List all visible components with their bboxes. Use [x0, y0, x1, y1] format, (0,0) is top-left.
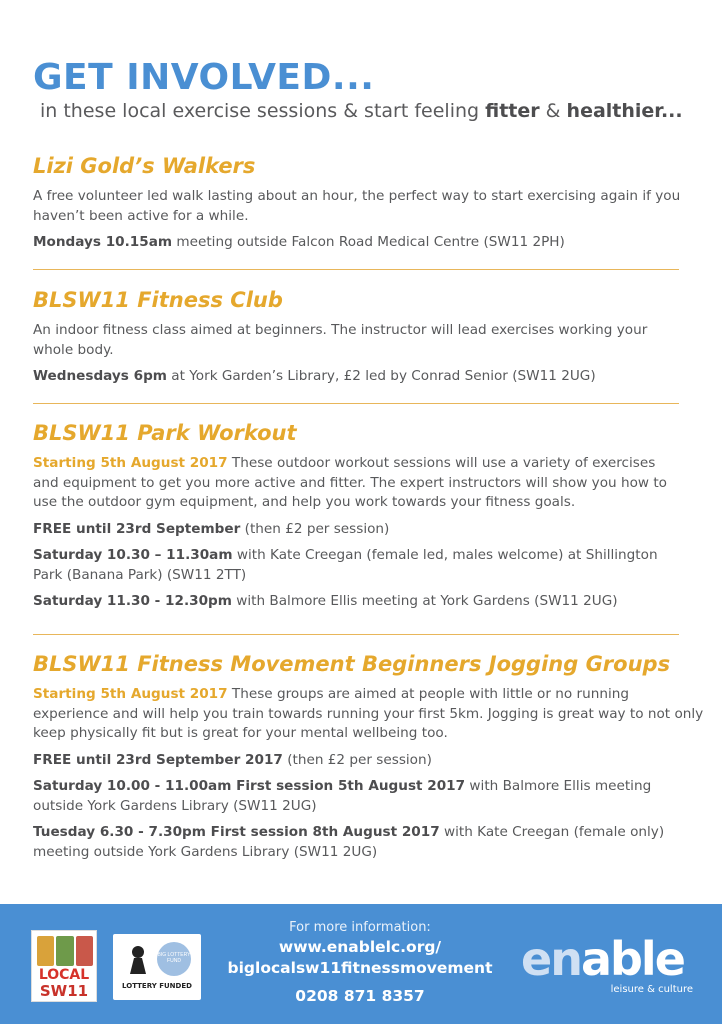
subtitle-bold-fitter: fitter — [485, 100, 540, 122]
info-label: For more information: — [289, 920, 431, 935]
section-fitness-club — [33, 286, 683, 387]
schedule-location: at York Garden’s Library, £2 led by Conrad Senior (SW11 2UG) — [166, 368, 596, 384]
lottery-funded-label: LOTTERY FUNDED — [122, 982, 192, 990]
section-title: Lizi Gold’s Walkers — [33, 154, 256, 178]
footer-bar — [0, 904, 722, 1024]
session-details: with Balmore Ellis meeting at York Gardens (SW11 2UG) — [231, 593, 618, 609]
page-subtitle — [40, 98, 683, 124]
divider — [33, 269, 679, 270]
website-link-line1[interactable]: www.enablelc.org/ — [278, 938, 442, 956]
schedule-time: Wednesdays 6pm — [33, 368, 167, 384]
section-description: A free volunteer led walk lasting about an hour, the perfect way to start exercising again if you haven’t been active for a while. — [33, 188, 681, 224]
section-session — [33, 546, 683, 585]
divider — [33, 403, 679, 404]
section-jogging-groups — [33, 650, 705, 862]
section-schedule — [33, 233, 683, 253]
section-session — [33, 823, 705, 862]
enable-wordmark-able: able — [580, 932, 684, 986]
divider — [33, 634, 679, 635]
price-bold: FREE until 23rd September 2017 — [33, 751, 283, 768]
section-park-workout — [33, 419, 683, 612]
section-title: BLSW11 Fitness Movement Beginners Jogging Groups — [33, 652, 671, 676]
enable-logo — [521, 932, 701, 995]
page-header — [33, 58, 683, 124]
session-details: with Balmore Ellis meeting outside York Gardens Library (SW11 2UG) — [33, 778, 652, 814]
enable-wordmark — [521, 932, 701, 986]
section-description — [33, 685, 705, 744]
phone-number[interactable]: 0208 871 8357 — [295, 987, 425, 1005]
price-rest: (then £2 per session) — [282, 751, 432, 768]
session-time: Saturday 10.00 - 11.00am First session 5th August 2017 — [33, 778, 466, 794]
description-text: These groups are aimed at people with little or no running experience and will help you train towards running your first 5km. Jogging is great way to not only keep physically fit but is great for your mental wellbeing too. — [33, 686, 704, 741]
schedule-time: Mondays 10.15am — [33, 234, 173, 250]
start-date-highlight: Starting 5th August 2017 — [33, 686, 228, 702]
subtitle-amp: & — [539, 100, 567, 122]
section-price — [33, 520, 683, 540]
section-price — [33, 751, 705, 771]
description-text: These outdoor workout sessions will use a variety of exercises and equipment to get you more active and fitter. The expert instructors will show you how to use the outdoor gym equipment, and help you work towards your fitness goals. — [33, 455, 667, 510]
website-link-line2[interactable]: biglocalsw11fitnessmovement — [227, 959, 493, 977]
local-logo-line1: LOCAL — [38, 967, 90, 983]
section-schedule — [33, 367, 683, 387]
session-time: Tuesday 6.30 - 7.30pm First session 8th August 2017 — [33, 824, 440, 840]
big-lottery-fund-badge: BIG LOTTERY FUND — [157, 942, 191, 976]
subtitle-text: in these local exercise sessions & start feeling — [40, 100, 486, 122]
enable-tagline: leisure & culture — [610, 984, 693, 995]
section-title: BLSW11 Fitness Club — [33, 288, 283, 312]
section-session — [33, 592, 683, 612]
lottery-funded-logo — [113, 934, 201, 1000]
logo-photo-strip — [37, 936, 93, 966]
section-description: An indoor fitness class aimed at beginners. The instructor will lead exercises working your whole body. — [33, 322, 648, 358]
price-rest: (then £2 per session) — [240, 520, 390, 537]
session-details: with Kate Creegan (female only) meeting outside York Gardens Library (SW11 2UG) — [33, 824, 665, 860]
big-local-sw11-logo — [31, 930, 97, 1002]
page-title: GET INVOLVED... — [33, 57, 375, 98]
schedule-location: meeting outside Falcon Road Medical Centre (SW11 2PH) — [172, 234, 565, 250]
session-time: Saturday 10.30 – 11.30am — [33, 547, 233, 563]
crossed-fingers-icon — [124, 944, 152, 974]
subtitle-bold-healthier: healthier... — [566, 100, 683, 122]
enable-wordmark-en: en — [521, 932, 581, 986]
section-session — [33, 777, 705, 816]
section-title: BLSW11 Park Workout — [33, 421, 297, 445]
price-bold: FREE until 23rd September — [33, 520, 241, 537]
session-time: Saturday 11.30 - 12.30pm — [33, 593, 232, 609]
local-logo-line2: SW11 — [39, 982, 89, 1000]
start-date-highlight: Starting 5th August 2017 — [33, 455, 228, 471]
section-walkers — [33, 152, 683, 253]
section-description — [33, 454, 683, 513]
session-details: with Kate Creegan (female led, males welcome) at Shillington Park (Banana Park) (SW11 2TT) — [33, 547, 658, 583]
contact-info — [205, 919, 515, 1007]
